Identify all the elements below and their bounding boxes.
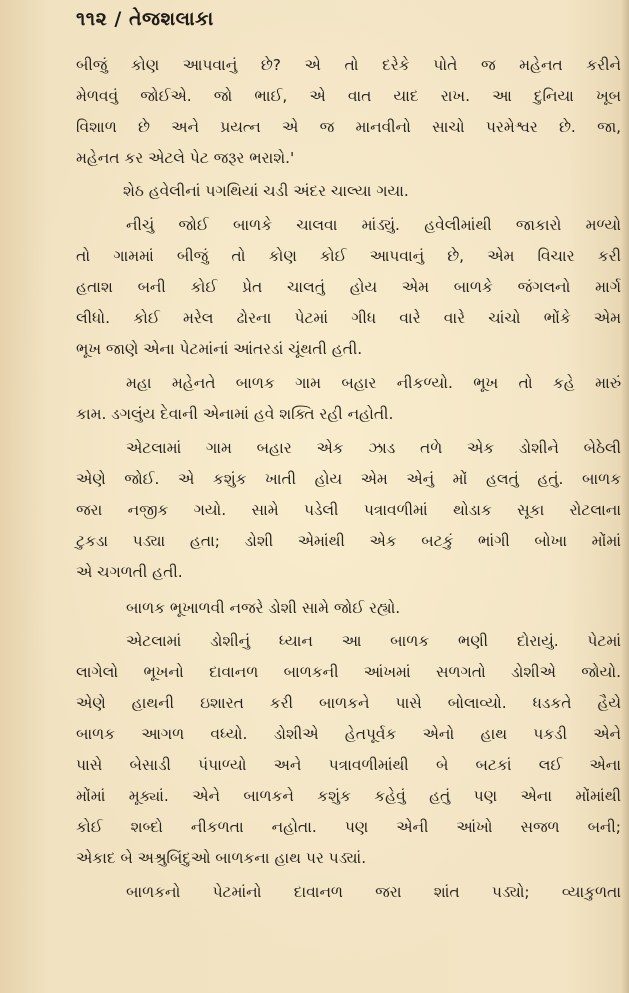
text-line: એણે જોઈ. એ કશુંક ખાતી હોય એમ એનું મોં હલતું હતું. બાળક <box>76 470 621 488</box>
text-line: બાળકનો પેટમાંનો દાવાનળ જરા શાંત પડ્યો; વ્યાકુળતા <box>126 883 621 901</box>
page-edge-shadow <box>621 0 629 993</box>
text-line: મોંમાં મૂક્યાં. એને બાળકને કશુંક કહેવું હતું પણ એના મોંમાંથી <box>76 787 621 805</box>
text-line: કોઈ શબ્દો નીકળતા નહોતા. પણ એની આંખો સજળ બની; <box>76 818 621 836</box>
text-line: જરા નજીક ગયો. સામે પડેલી પત્રાવળીમાં થોડાક સૂકા રોટલાના <box>76 501 621 519</box>
text-line: એટલામાં ડોશીનું ધ્યાન આ બાળક ભણી દોરાયું. પેટમાં <box>126 632 621 650</box>
text-line: ટુકડા પડ્યા હતા; ડોશી એમાંથી એક બટકું ભાંગી બોખા મોંમાં <box>76 532 621 550</box>
text-line: એ ચગળતી હતી. <box>76 563 183 581</box>
text-line: શેઠ હવેલીનાં પગથિયાં ચડી અંદર ચાલ્યા ગયા. <box>123 182 409 200</box>
text-line: એકાદ બે અશ્રુબિંદુઓ બાળકના હાથ પર પડ્યાં. <box>76 849 367 867</box>
text-line: કામ. ડગલુંય દેવાની એનામાં હવે શક્તિ રહી નહોતી. <box>76 405 394 423</box>
text-line: હતાશ બની કોઈ પ્રેત ચાલતું હોય એમ બાળકે જંગલનો માર્ગ <box>76 278 621 296</box>
text-line: લાગેલો ભૂખનો દાવાનળ બાળકની આંખમાં સળગતો ડોશીએ જોયો. <box>76 663 621 681</box>
text-line: ભૂખ જાણે એના પેટમાંનાં આંતરડાં ચૂંથતી હતી. <box>76 340 363 358</box>
text-line: નીચું જોઈ બાળકે ચાલવા માંડ્યું. હવેલીમાંથી જાકારો મળ્યો <box>126 216 621 234</box>
text-line: એટલામાં ગામ બહાર એક ઝાડ તળે એક ડોશીને બેઠેલી <box>126 439 621 457</box>
text-line: મહા મહેનતે બાળક ગામ બહાર નીકળ્યો. ભૂખ તો કહે મારું <box>126 374 621 392</box>
text-line: પાસે બેસાડી પંપાળ્યો અને પત્રાવળીમાંથી બે બટકાં લઈ એના <box>76 756 621 774</box>
running-head: ૧૧૨ / તેજશલાકા <box>76 8 214 30</box>
text-line: વિશાળ છે અને પ્રયત્ન એ જ માનવીનો સાચો પરમેશ્વર છે. જા, <box>76 118 621 136</box>
text-line: બાળક ભૂખાળવી નજરે ડોશી સામે જોઈ રહ્યો. <box>126 599 401 617</box>
text-line: બાળક આગળ વધ્યો. ડોશીએ હેતપૂર્વક એનો હાથ પકડી એને <box>76 725 621 743</box>
text-line: લીધો. કોઈ મરેલ ઢોરના પેટમાં ગીધ વારે વારે ચાંચો ભોંકે એમ <box>76 309 621 327</box>
text-line: બીજું કોણ આપવાનું છે? એ તો દરેકે પોતે જ મહેનત કરીને <box>76 56 621 74</box>
text-line: મેળવવું જોઈએ. જો ભાઈ, એ વાત યાદ રાખ. આ દુનિયા ખૂબ <box>76 87 621 105</box>
text-line: તો ગામમાં બીજું તો કોણ કોઈ આપવાનું છે, એમ વિચાર કરી <box>76 247 621 265</box>
text-line: મહેનત કર એટલે પેટ જરૂર ભરાશે.' <box>76 149 295 167</box>
text-line: એણે હાથની ઇશારત કરી બાળકને પાસે બોલાવ્યો. ધડકતે હૈયે <box>76 694 621 712</box>
